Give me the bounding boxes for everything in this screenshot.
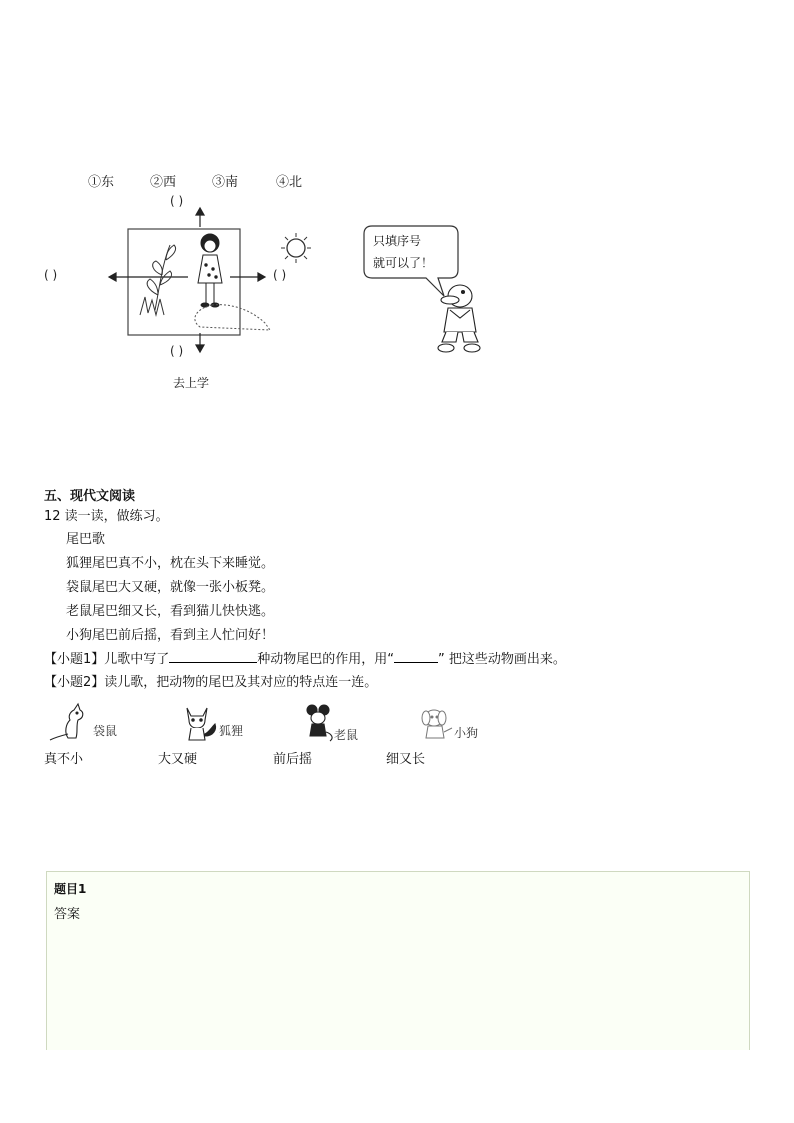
feature-label: 真不小 bbox=[44, 752, 84, 767]
sub-question-2: 【小题2】读儿歌，把动物的尾巴及其对应的特点连一连。 bbox=[44, 675, 378, 690]
blank-left[interactable]: ( ) bbox=[44, 268, 58, 282]
option-south: ③南 bbox=[212, 175, 239, 190]
fox-icon bbox=[177, 702, 219, 742]
animal-label: 狐狸 bbox=[219, 724, 244, 738]
feature-label: 大又硬 bbox=[158, 752, 198, 767]
question-intro: 12 读一读，做练习。 bbox=[44, 509, 169, 524]
animal-label: 小狗 bbox=[454, 726, 479, 740]
animal-label: 老鼠 bbox=[334, 728, 359, 742]
blank-bottom[interactable]: ( ) bbox=[170, 344, 184, 358]
blank-top[interactable]: ( ) bbox=[170, 194, 184, 208]
sub1-suffix: ” 把这些动物画出来。 bbox=[438, 652, 566, 667]
dog-icon bbox=[418, 706, 456, 742]
poem-line: 小狗尾巴前后摇，看到主人忙问好！ bbox=[66, 628, 275, 643]
feature-label: 细又长 bbox=[386, 752, 426, 767]
kangaroo-icon bbox=[48, 702, 90, 742]
answer-box bbox=[46, 871, 750, 1050]
illustration-caption: 去上学 bbox=[173, 376, 210, 390]
blank-right[interactable]: ( ) bbox=[273, 268, 287, 282]
sub1-middle: 种动物尾巴的作用，用“ bbox=[257, 652, 395, 667]
feature-label: 前后摇 bbox=[273, 752, 313, 767]
sun-icon bbox=[278, 230, 314, 266]
poem-title: 尾巴歌 bbox=[66, 532, 106, 547]
poem-line: 老鼠尾巴细又长，看到猫儿快快逃。 bbox=[66, 604, 275, 619]
duck-cartoon bbox=[430, 280, 486, 360]
answer-blank-count[interactable] bbox=[169, 648, 257, 663]
answer-box-title: 题目1 bbox=[54, 882, 87, 896]
section-heading: 五、现代文阅读 bbox=[44, 489, 136, 504]
mouse-icon bbox=[300, 702, 336, 742]
direction-illustration bbox=[100, 205, 280, 355]
answer-label: 答案 bbox=[54, 907, 81, 922]
bubble-line-2: 就可以了！ bbox=[373, 256, 434, 270]
answer-blank-symbol[interactable] bbox=[394, 648, 438, 663]
sub1-prefix: 【小题1】儿歌中写了 bbox=[44, 652, 170, 667]
poem bbox=[66, 528, 274, 648]
poem-line: 袋鼠尾巴大又硬，就像一张小板凳。 bbox=[66, 580, 275, 595]
option-east: ①东 bbox=[88, 175, 115, 190]
poem-line: 狐狸尾巴真不小，枕在头下来睡觉。 bbox=[66, 556, 275, 571]
option-west: ②西 bbox=[150, 175, 177, 190]
bubble-line-1: 只填序号 bbox=[373, 234, 422, 248]
option-north: ④北 bbox=[276, 175, 303, 190]
sub-question-1 bbox=[44, 648, 566, 671]
animal-label: 袋鼠 bbox=[93, 724, 118, 738]
